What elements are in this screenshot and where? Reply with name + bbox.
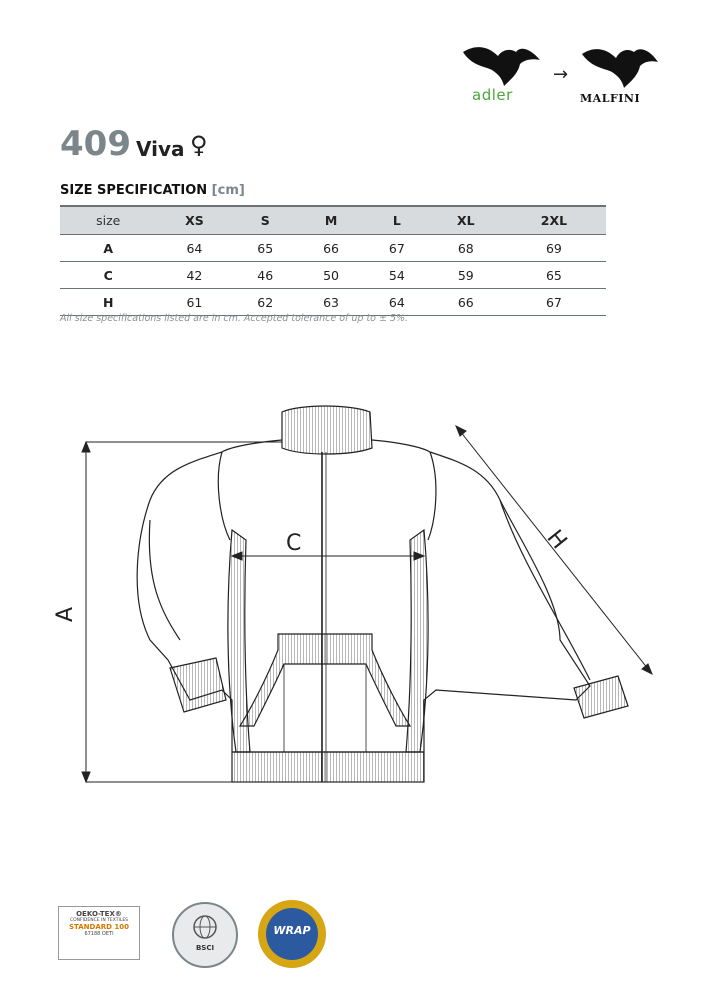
table-cell: 64: [364, 289, 430, 316]
header-size-2xl: 2XL: [502, 206, 606, 235]
table-cell: 42: [156, 262, 232, 289]
oeko-sub: CONFIDENCE IN TEXTILES: [69, 918, 129, 923]
kangaroo-pocket: [240, 634, 410, 726]
header-size-s: S: [232, 206, 298, 235]
adler-wordmark: adler: [472, 86, 513, 104]
adler-eagle-icon: [458, 40, 548, 90]
row-label: C: [60, 262, 156, 289]
right-sleeve: [428, 452, 590, 680]
bsci-badge: [172, 902, 238, 968]
left-sleeve: [149, 452, 230, 640]
malfini-wordmark: MALFINI: [580, 92, 641, 105]
globe-icon: [190, 914, 220, 940]
oeko-standard: STANDARD 100: [68, 923, 130, 931]
header-size-xs: XS: [156, 206, 232, 235]
malfini-eagle-icon: [578, 40, 668, 90]
table-header-row: [60, 206, 606, 235]
female-symbol-icon: ♀: [190, 131, 208, 159]
label-a: A: [53, 606, 78, 622]
collar: [282, 406, 372, 454]
table-cell: 61: [156, 289, 232, 316]
table-cell: 54: [364, 262, 430, 289]
table-cell: 59: [430, 262, 502, 289]
table-cell: 63: [298, 289, 364, 316]
header-size-label: size: [60, 206, 156, 235]
table-cell: 66: [430, 289, 502, 316]
table-cell: 68: [430, 235, 502, 262]
header-size-l: L: [364, 206, 430, 235]
oeko-title: OEKO-TEX®: [76, 910, 122, 918]
table-cell: 50: [298, 262, 364, 289]
product-code: 409: [60, 124, 131, 164]
right-side-panel: [406, 530, 428, 752]
tolerance-note: All size specifications listed are in cm. Accepted tolerance of up to ± 5%.: [60, 313, 409, 324]
table-cell: 62: [232, 289, 298, 316]
table-cell: 67: [502, 289, 606, 316]
table-row: [60, 235, 606, 262]
table-row: [60, 262, 606, 289]
oeko-tex-badge: [58, 906, 140, 960]
table-cell: 69: [502, 235, 606, 262]
table-cell: 46: [232, 262, 298, 289]
table-cell: 65: [232, 235, 298, 262]
product-name: Viva: [136, 137, 185, 161]
malfini-logo: [578, 40, 668, 94]
wrap-badge: [258, 900, 326, 968]
row-label: H: [60, 289, 156, 316]
label-h: H: [541, 525, 572, 555]
left-cuff: [170, 658, 226, 712]
size-table: [60, 205, 606, 316]
table-row: [60, 289, 606, 316]
header-size-xl: XL: [430, 206, 502, 235]
arrow-right-icon: →: [553, 64, 569, 85]
spec-heading-text: SIZE SPECIFICATION: [60, 183, 208, 198]
table-cell: 64: [156, 235, 232, 262]
waistband: [232, 752, 424, 782]
oeko-code: 67188 OETI: [84, 931, 114, 937]
wrap-label: WRAP: [273, 924, 311, 937]
jacket-diagram: [0, 390, 707, 790]
table-cell: 65: [502, 262, 606, 289]
table-cell: 67: [364, 235, 430, 262]
right-cuff: [574, 676, 628, 718]
header-size-m: M: [298, 206, 364, 235]
spec-unit: [cm]: [211, 183, 245, 198]
spec-heading: [60, 183, 245, 198]
bsci-label: BSCI: [195, 944, 215, 952]
label-c: C: [286, 531, 302, 556]
table-cell: 66: [298, 235, 364, 262]
row-label: A: [60, 235, 156, 262]
